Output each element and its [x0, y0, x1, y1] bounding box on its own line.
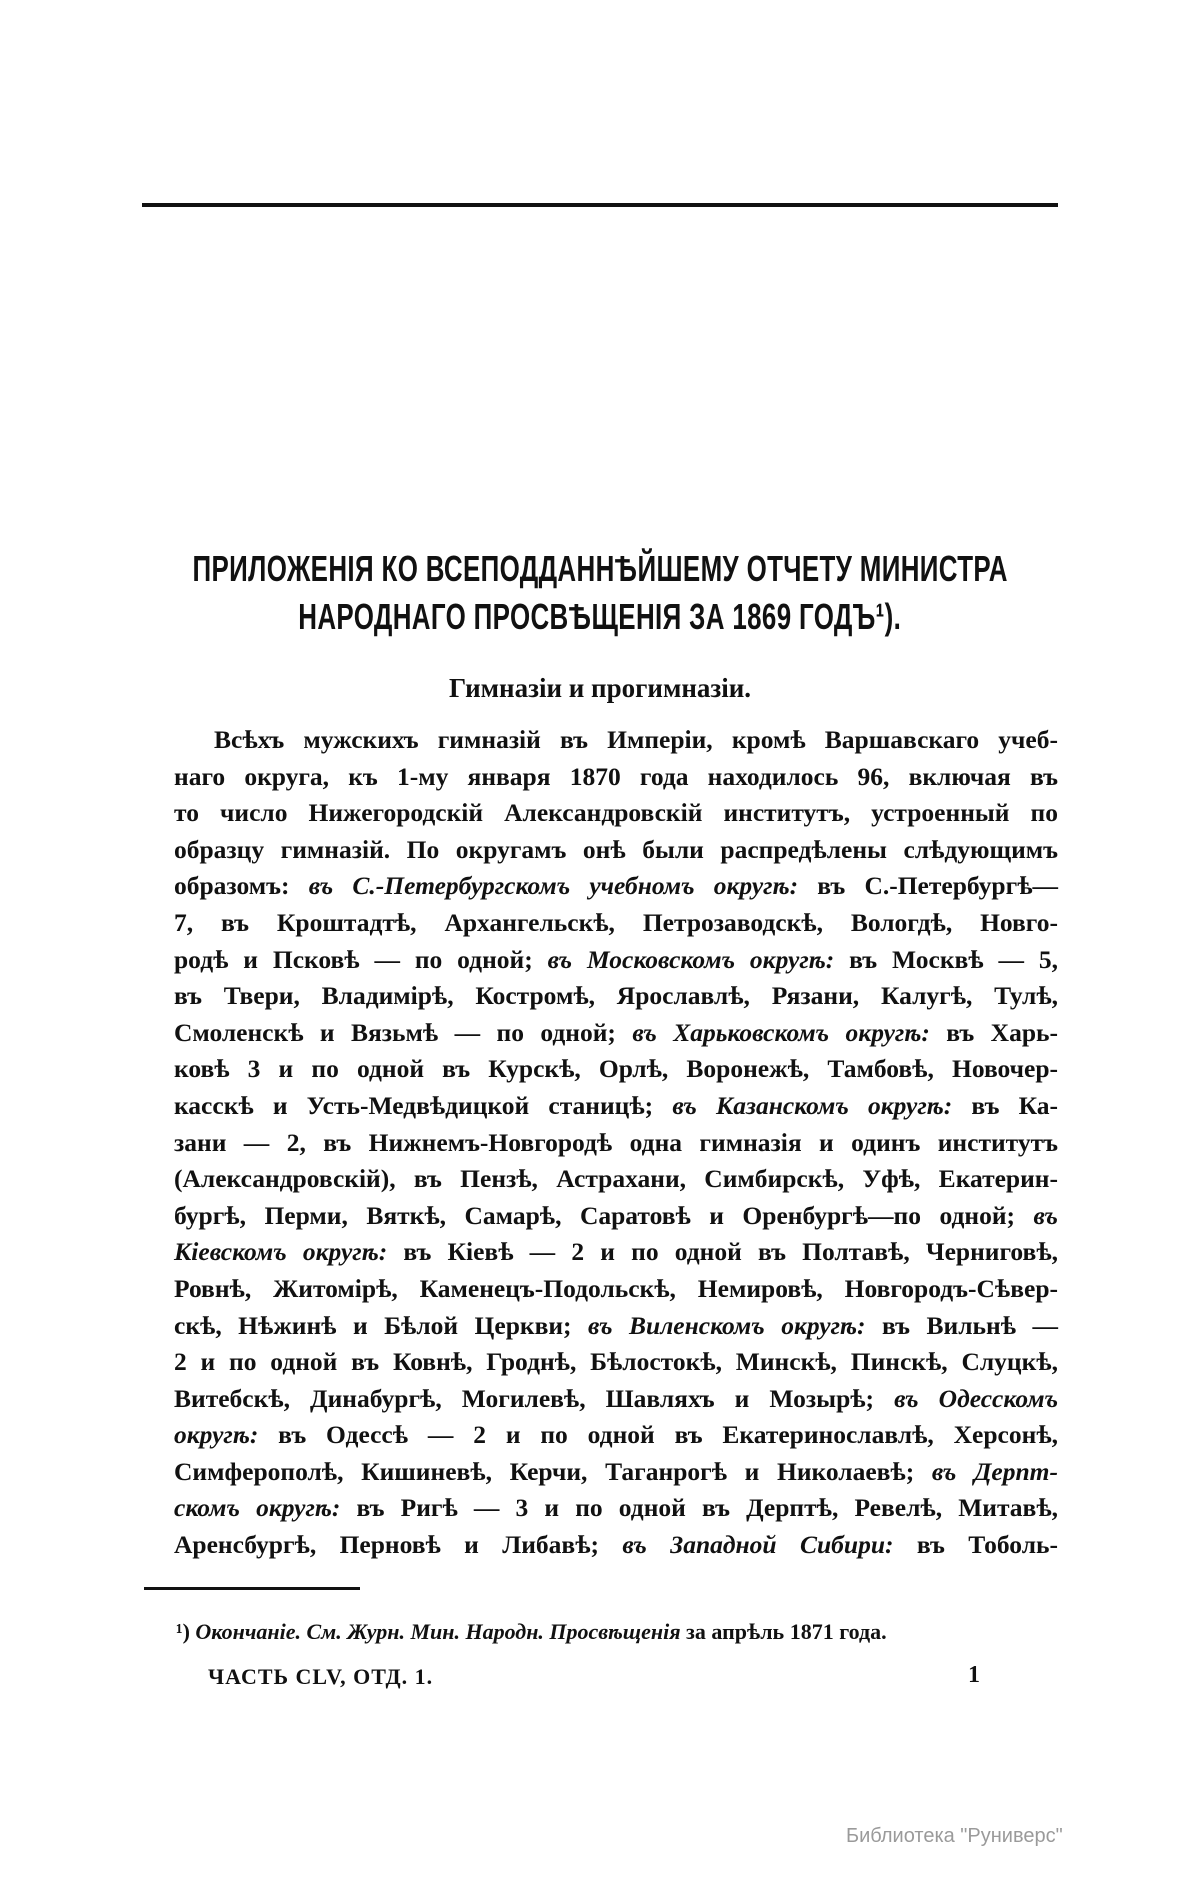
text-line [174, 1051, 1058, 1088]
text-segment: въ Тоболь- [893, 1530, 1058, 1560]
footnote-italic: Окончаніе. См. Журн. Мин. Народн. Просвѣщенія [195, 1619, 681, 1644]
italic-segment: въ [1033, 1200, 1058, 1230]
text-segment: 2 и по одной въ Ковнѣ, Гроднѣ, Бѣлостокѣ, Минскѣ, Пинскѣ, Слуцкѣ, [174, 1347, 1058, 1377]
italic-segment: Кіевскомъ округѣ: [174, 1237, 388, 1267]
text-segment: Ровнѣ, Житомірѣ, Каменецъ-Подольскѣ, Немировѣ, Новгородъ-Сѣвер- [174, 1273, 1058, 1303]
text-line [174, 759, 1058, 796]
text-line [174, 1454, 1058, 1491]
text-line [174, 1161, 1058, 1198]
text-segment: Аренсбургѣ, Перновѣ и Либавѣ; [174, 1530, 623, 1560]
text-segment: зани — 2, въ Нижнемъ-Новгородѣ одна гимназія и одинъ институтъ [174, 1127, 1058, 1157]
italic-segment: скомъ округѣ: [174, 1493, 341, 1523]
text-segment: въ Одессѣ — 2 и по одной въ Екатеринославлѣ, Херсонѣ, [258, 1420, 1058, 1450]
text-line [174, 905, 1058, 942]
text-segment: (Александровскій), въ Пензѣ, Астрахани, Симбирскѣ, Уфѣ, Екатерин- [174, 1164, 1058, 1194]
footnote-rule [144, 1587, 360, 1590]
text-segment: то число Нижегородскій Александровскій институтъ, устроенный по [174, 798, 1058, 828]
title-text-1: ПРИЛОЖЕНІЯ КО ВСЕПОДДАННѢЙШЕМУ ОТЧЕТУ МИНИСТРА [192, 548, 1008, 589]
text-line [174, 1125, 1058, 1162]
text-segment: Смоленскѣ и Вязьмѣ — по одной; [174, 1017, 633, 1047]
text-segment: образомъ: [174, 871, 309, 901]
italic-segment: въ Западной Сибири: [622, 1530, 894, 1560]
italic-segment: въ Московскомъ округѣ: [547, 944, 835, 974]
italic-segment: въ Одесскомъ [894, 1383, 1059, 1413]
section-heading: Гимназіи и прогимназіи. [448, 673, 752, 703]
text-segment: бургѣ, Перми, Вяткѣ, Самарѣ, Саратовѣ и Оренбургѣ—по одной; [174, 1200, 1034, 1230]
text-segment: въ Харь- [929, 1017, 1059, 1047]
text-line [174, 795, 1058, 832]
text-line [174, 1271, 1058, 1308]
page-title-line-2 [0, 596, 1200, 638]
text-segment: Симферополѣ, Кишиневѣ, Керчи, Таганрогѣ и Николаевѣ; [174, 1456, 932, 1486]
text-line [174, 1088, 1058, 1125]
page-number: 1 [968, 1662, 980, 1688]
text-line [174, 1417, 1058, 1454]
italic-segment: въ Дерпт- [931, 1456, 1058, 1486]
text-segment: касскѣ и Усть-Медвѣдицкой станицѣ; [174, 1090, 673, 1120]
footnote-marker: ¹) [176, 1619, 196, 1644]
text-segment: въ С.-Петербургѣ— [798, 871, 1058, 901]
body-text [174, 722, 1058, 1564]
text-line [174, 1234, 1058, 1271]
text-segment: 7, въ Кроштадтѣ, Архангельскѣ, Петрозаводскѣ, Вологдѣ, Новго- [174, 907, 1058, 937]
signature-mark: ЧАСТЬ CLV, ОТД. 1. [208, 1664, 434, 1689]
text-segment: въ Кіевѣ — 2 и по одной въ Полтавѣ, Черниговѣ, [387, 1237, 1058, 1267]
text-line [174, 1490, 1058, 1527]
text-segment: въ Вильнѣ — [865, 1310, 1058, 1340]
text-line [174, 1381, 1058, 1418]
text-segment: Всѣхъ мужскихъ гимназій въ Имперіи, кромѣ Варшавскаго учеб- [214, 725, 1058, 754]
text-segment: въ Ка- [952, 1090, 1058, 1120]
italic-segment: въ С.-Петербургскомъ учебномъ округѣ: [308, 871, 799, 901]
footnote [176, 1619, 887, 1645]
italic-segment: въ Виленскомъ округѣ: [588, 1310, 866, 1340]
italic-segment: въ Харьковскомъ округѣ: [632, 1017, 930, 1047]
title-text-2: НАРОДНАГО ПРОСВѢЩЕНІЯ ЗА 1869 ГОДЪ¹). [298, 596, 902, 637]
text-segment: Витебскѣ, Динабургѣ, Могилевѣ, Шавляхъ и Мозырѣ; [174, 1383, 895, 1413]
footnote-rest: за апрѣль 1871 года. [680, 1619, 887, 1644]
text-segment: образцу гимназій. По округамъ онѣ были распредѣлены слѣдующимъ [174, 834, 1058, 864]
italic-segment: округѣ: [174, 1420, 259, 1450]
page-title-line-1 [0, 548, 1200, 590]
text-segment: въ Москвѣ — 5, [834, 944, 1058, 974]
italic-segment: въ Казанскомъ округѣ: [672, 1090, 953, 1120]
text-line [174, 1527, 1058, 1564]
text-line [174, 868, 1058, 905]
text-line [174, 832, 1058, 869]
text-line [174, 942, 1058, 979]
text-line [174, 978, 1058, 1015]
text-segment: скѣ, Нѣжинѣ и Бѣлой Церкви; [174, 1310, 589, 1340]
text-segment: въ Твери, Владимірѣ, Костромѣ, Ярославлѣ, Рязани, Калугѣ, Тулѣ, [174, 981, 1058, 1011]
text-line [174, 1308, 1058, 1345]
text-line [174, 1344, 1058, 1381]
text-segment: ковѣ 3 и по одной въ Курскѣ, Орлѣ, Воронежѣ, Тамбовѣ, Новочер- [174, 1054, 1058, 1084]
text-line [174, 1015, 1058, 1052]
text-segment: родѣ и Псковѣ — по одной; [174, 944, 548, 974]
text-segment: наго округа, къ 1-му января 1870 года находилось 96, включая въ [174, 761, 1058, 791]
text-segment: въ Ригѣ — 3 и по одной въ Дерптѣ, Ревелѣ, Митавѣ, [340, 1493, 1058, 1523]
text-line [174, 722, 1058, 759]
header-rule [142, 203, 1058, 207]
text-line [174, 1198, 1058, 1235]
library-watermark: Библиотека "Руниверс" [846, 1825, 1063, 1847]
